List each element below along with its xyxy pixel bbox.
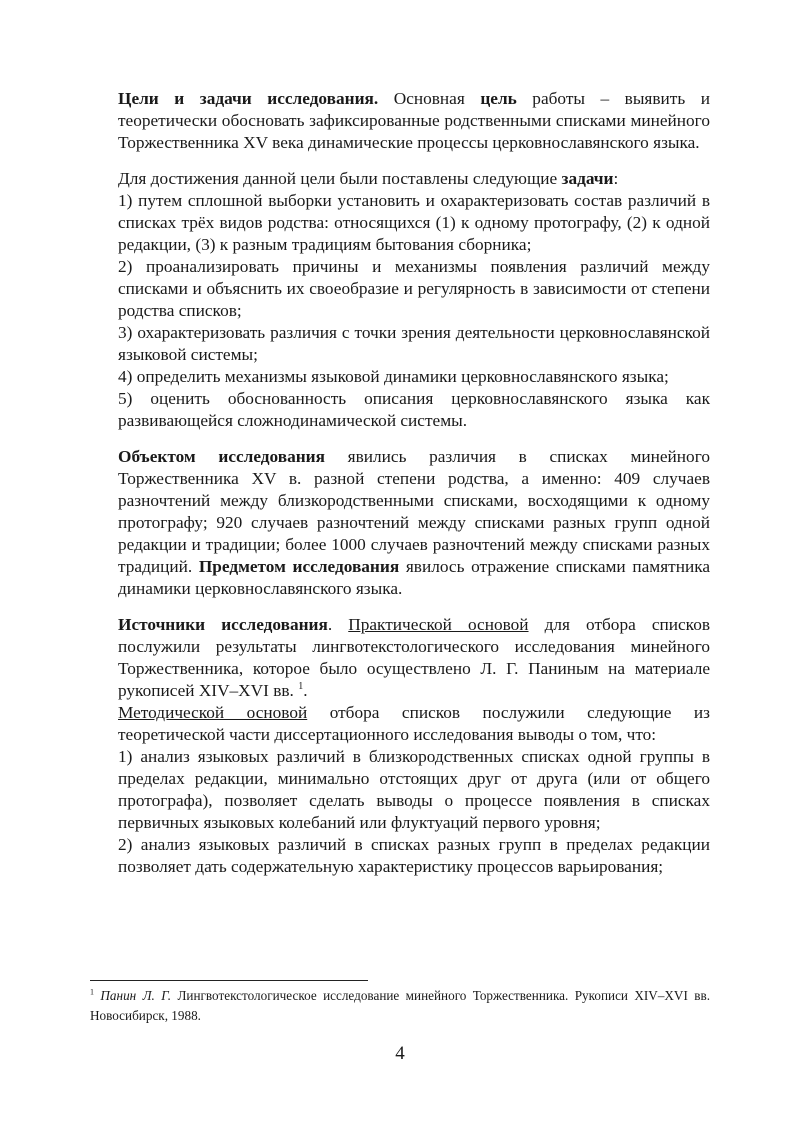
task-item: 5) оценить обоснованность описания церковнославянского языка как развивающейся сложнодинамической системы.: [118, 389, 710, 430]
source-item: 1) анализ языковых различий в близкородственных списках одной группы в пределах редакции, минимально отстоящих друг от друга (или от общего протографа), позволяет сделать выводы о процессе появления в списках первичных языковых колебаний или флуктуаций первого уровня;: [118, 747, 710, 832]
footnote-author: Панин Л. Г.: [100, 988, 172, 1003]
goals-paragraph: Цели и задачи исследования. Основная цель работы – выявить и теоретически обосновать зафиксированные родственными списками минейного Торжественника XV века динамические процессы церковнославянского языка.: [118, 89, 710, 152]
goals-heading: Цели и задачи исследования.: [118, 89, 379, 108]
task-item: 3) охарактеризовать различия с точки зрения деятельности церковнославянской языковой системы;: [118, 323, 710, 364]
main-text: [118, 88, 710, 878]
object-paragraph: Объектом исследования явились различия в списках минейного Торжественника XV в. разной степени родства, а именно: 409 случаев разночтений между близкородственными списками, восходящими к одному протографу; 920 случаев разночтений между списками разных групп одной редакции и традиции; более 1000 случаев разночтений между списками разных традиций. Предметом исследования явилось отражение списками памятника динамики церковнославянского языка.: [118, 447, 711, 598]
task-item: 2) проанализировать причины и механизмы появления различий между списками и объяснить их своеобразие и регулярность в зависимости от степени родства списков;: [118, 257, 710, 320]
goal-word: цель: [480, 89, 517, 108]
footnote-text: Лингвотекстологическое исследование минейного Торжественника. Рукописи XIV–XVI вв. Новосибирск, 1988.: [90, 988, 711, 1023]
task-item: 4) определить механизмы языковой динамики церковнославянского языка;: [118, 367, 669, 386]
source-item: 2) анализ языковых различий в списках разных групп в пределах редакции позволяет дать содержательную характеристику процессов варьирования;: [118, 835, 710, 876]
sources-heading: Источники исследования: [118, 615, 328, 634]
tasks-intro: Для достижения данной цели были поставлены следующие задачи:: [118, 169, 619, 188]
tasks-word: задачи: [561, 169, 614, 188]
task-item: 1) путем сплошной выборки установить и охарактеризовать состав различий в списках трёх видов родства: относящихся (1) к одному протографу, (2) к одной редакции, (3) к разным традициям бытования сборника;: [118, 191, 710, 254]
sources-paragraph: Источники исследования. Практической основой для отбора списков послужили результаты лингвотекстологического исследования минейного Торжественника, которое было осуществлено Л. Г. Паниным на материале рукописей XIV–XVI вв. $^1$.: [118, 615, 710, 700]
object-heading: Объектом исследования: [118, 447, 325, 466]
methodical-basis: Методической основой: [118, 703, 308, 722]
subject-heading: Предметом исследования: [198, 557, 400, 576]
practical-basis: Практической основой: [348, 615, 529, 634]
footnote-mark: 1: [90, 987, 94, 997]
footnote-separator: [90, 980, 368, 981]
footnote: [90, 986, 710, 1026]
footnote-reference[interactable]: 1: [298, 681, 304, 693]
page-number: 4: [395, 1043, 405, 1064]
methodical-paragraph: Методической основой отбора списков послужили следующие из теоретической части диссертационного исследования выводы о том, что:: [118, 703, 710, 744]
